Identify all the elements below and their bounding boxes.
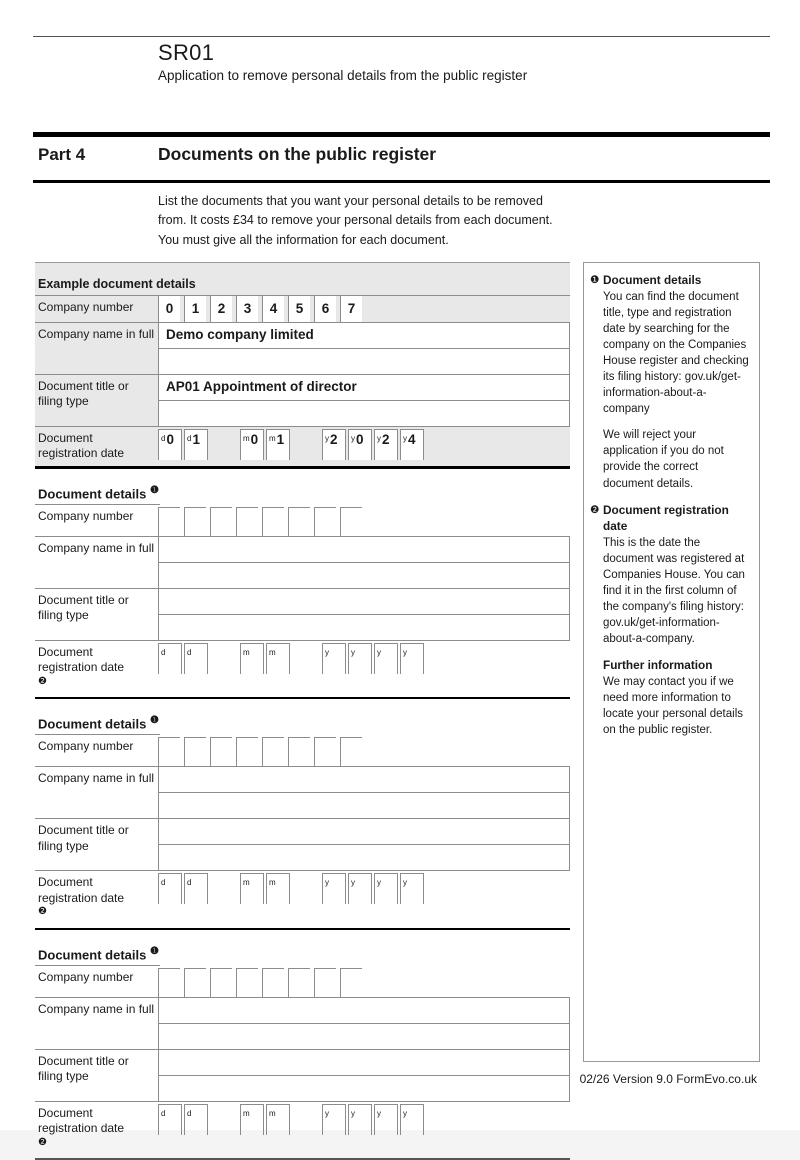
year-marker: y [351, 648, 355, 658]
day-marker: d [187, 878, 192, 888]
company-number-cell[interactable] [340, 968, 362, 997]
company-number-cell[interactable] [158, 737, 180, 766]
guidance-sidebar [583, 262, 760, 1062]
date-year-cell[interactable] [400, 643, 424, 674]
note-body: You can find the document title, type and registration date by searching for the company on the Companies House register and checking its filing history: gov.uk/get-information-about-a-company [603, 290, 749, 416]
section-heading: Document details $^❶$ [35, 713, 570, 735]
note2-marker: ❷ [38, 1136, 47, 1148]
part-intro-text: List the documents that you want your personal details to be removed from. It costs £34 to remove your personal details from each document. You must give all the information for each document. [158, 194, 553, 247]
company-number-cell: 7 [340, 296, 362, 322]
note2-marker: ❷ [38, 906, 47, 918]
company-name-line2 [159, 349, 569, 374]
date-year-cell: y2 [322, 429, 346, 460]
company-name-field[interactable] [158, 537, 570, 588]
date-month-cell: m1 [266, 429, 290, 460]
registration-date-label: Document registration date $^❷$ [38, 875, 125, 918]
month-marker: m [243, 1108, 250, 1118]
form-column [35, 262, 570, 1160]
date-day-cell[interactable] [158, 873, 182, 904]
date-year-cell[interactable] [400, 873, 424, 904]
document-title-field[interactable] [158, 589, 570, 640]
part-header-bar-top [33, 132, 770, 137]
year-marker: y [403, 648, 407, 658]
note-title: Further information [603, 658, 713, 673]
note-body: We will reject your application if you do not provide the correct document details. [603, 429, 724, 490]
note2-marker: ❷ [590, 503, 600, 516]
company-number-cell[interactable] [184, 968, 206, 997]
company-name-value: Demo company limited [159, 323, 569, 349]
company-name-label: Company name in full [38, 327, 155, 341]
date-year-cell: y4 [400, 429, 424, 460]
date-year-cell[interactable] [374, 873, 398, 904]
date-year-cell[interactable] [374, 643, 398, 674]
year-marker: y [403, 1108, 407, 1118]
month-group [240, 871, 292, 925]
month-marker: m [243, 878, 250, 888]
form-code: SR01 [158, 40, 215, 65]
note-body: We may contact you if we need more information to locate your personal details on the public register. [603, 675, 743, 737]
month-group [240, 641, 292, 695]
company-number-label: Company number [38, 969, 134, 984]
company-name-label: Company name in full [38, 771, 155, 786]
company-name-field[interactable] [158, 998, 570, 1049]
registration-date-label: Document registration date $^❷$ [38, 645, 125, 687]
year-group [322, 1102, 426, 1156]
company-number-cell: 5 [288, 296, 310, 322]
company-number-label: Company number [38, 300, 134, 314]
company-number-cell: 4 [262, 296, 284, 322]
example-company-number-row [35, 296, 570, 323]
registration-date-row [35, 641, 570, 697]
company-name-row [35, 537, 570, 589]
day-marker: d [187, 648, 192, 658]
day-marker: d [161, 1108, 166, 1118]
date-year-cell: y0 [348, 429, 372, 460]
form-subtitle: Application to remove personal details from the public register [158, 68, 528, 83]
document-title-line2 [159, 401, 569, 426]
date-year-cell[interactable] [322, 643, 346, 674]
company-number-cell[interactable] [262, 737, 284, 766]
day-group [158, 871, 210, 925]
example-month-group [240, 427, 292, 464]
company-number-cell[interactable] [184, 507, 206, 536]
company-number-row [35, 735, 570, 767]
year-marker: y [377, 434, 381, 443]
date-day-cell[interactable] [158, 1104, 182, 1135]
document-title-field[interactable] [158, 1050, 570, 1101]
date-month-cell[interactable] [240, 1104, 264, 1135]
section-heading: Document details $^❶$ [35, 483, 570, 505]
company-number-cell[interactable] [288, 968, 310, 997]
company-number-cell[interactable] [288, 737, 310, 766]
date-day-cell[interactable] [184, 873, 208, 904]
company-number-cell[interactable] [262, 507, 284, 536]
year-marker: y [403, 434, 407, 443]
company-number-cell[interactable] [210, 507, 232, 536]
year-group [322, 871, 426, 925]
date-day-cell[interactable] [158, 643, 182, 674]
top-rule [33, 36, 770, 37]
date-year-cell: y2 [374, 429, 398, 460]
company-name-field[interactable] [158, 767, 570, 818]
registration-date-label: Document registration date $^❷$ [38, 1105, 125, 1148]
company-number-cell[interactable] [340, 737, 362, 766]
date-day-cell: d0 [158, 429, 182, 460]
company-number-cell: 6 [314, 296, 336, 322]
company-number-row [35, 966, 570, 998]
document-title-label: Document title or filing type [38, 593, 129, 623]
date-year-cell[interactable] [400, 1104, 424, 1135]
year-marker: y [325, 878, 329, 888]
company-number-cell: 1 [184, 296, 206, 322]
year-marker: y [377, 1108, 381, 1118]
company-number-cell[interactable] [210, 968, 232, 997]
part-title: Documents on the public register [158, 144, 437, 164]
company-number-cell: 3 [236, 296, 258, 322]
company-number-cell: 2 [210, 296, 232, 322]
example-company-number-cells [158, 296, 366, 322]
company-name-row [35, 767, 570, 819]
date-year-cell[interactable] [322, 873, 346, 904]
date-month-cell[interactable] [266, 873, 290, 904]
date-day-cell: d1 [184, 429, 208, 460]
date-year-cell[interactable] [348, 873, 372, 904]
date-year-cell[interactable] [374, 1104, 398, 1135]
example-company-name-row [35, 323, 570, 375]
company-number-cell[interactable] [158, 968, 180, 997]
year-marker: y [325, 1108, 329, 1118]
note-title: Document registration date [603, 502, 729, 534]
document-section-2 [35, 713, 570, 929]
year-marker: y [325, 648, 329, 658]
section-heading: Document details $^❶$ [35, 944, 570, 966]
example-company-name-field [158, 323, 570, 374]
part-label: Part 4 [38, 145, 86, 164]
note-further-information [591, 657, 751, 738]
document-title-field[interactable] [158, 819, 570, 870]
document-section-3 [35, 944, 570, 1160]
company-number-label: Company number [38, 739, 134, 754]
year-marker: y [377, 648, 381, 658]
part-header-bar-bottom [33, 180, 770, 183]
note1-marker: ❶ [149, 945, 159, 957]
date-day-cell[interactable] [184, 1104, 208, 1135]
date-year-cell[interactable] [348, 1104, 372, 1135]
note-body: This is the date the document was registered at Companies House. You can find it in the first column of the company's filing history: gov.uk/get-information-about-a-company. [603, 536, 745, 646]
company-number-cell[interactable] [236, 737, 258, 766]
month-marker: m [243, 434, 250, 443]
example-section [35, 262, 570, 469]
month-marker: m [269, 434, 276, 443]
month-group [240, 1102, 292, 1156]
document-title-label: Document title or filing type [38, 1053, 129, 1084]
example-registration-date-row [35, 427, 570, 466]
month-marker: m [269, 648, 276, 658]
registration-date-label: Document registration date [38, 431, 125, 461]
company-number-cells [158, 735, 366, 766]
day-marker: d [161, 878, 166, 888]
year-marker: y [403, 878, 407, 888]
company-number-cell[interactable] [236, 507, 258, 536]
date-month-cell[interactable] [266, 1104, 290, 1135]
day-marker: d [187, 1108, 192, 1118]
date-month-cell[interactable] [240, 873, 264, 904]
date-year-cell[interactable] [322, 1104, 346, 1135]
note1-marker: ❶ [149, 715, 159, 727]
company-name-row [35, 998, 570, 1050]
day-marker: d [161, 648, 166, 658]
example-heading: Example document details [35, 263, 570, 296]
company-number-cell[interactable] [236, 968, 258, 997]
company-number-cell: 0 [158, 296, 180, 322]
document-title-value: AP01 Appointment of director [159, 375, 569, 401]
company-number-cell[interactable] [314, 737, 336, 766]
day-marker: d [161, 434, 166, 443]
company-number-cell[interactable] [158, 507, 180, 536]
day-group [158, 1102, 210, 1156]
example-year-group [322, 427, 426, 464]
month-marker: m [243, 648, 250, 658]
document-title-label: Document title or filing type [38, 823, 129, 853]
registration-date-row [35, 1102, 570, 1158]
document-section-1 [35, 483, 570, 699]
year-marker: y [351, 434, 355, 443]
company-number-cell[interactable] [210, 737, 232, 766]
note-document-details [591, 272, 751, 492]
registration-date-row [35, 871, 570, 927]
company-number-cells [158, 505, 366, 536]
example-document-title-field [158, 375, 570, 426]
date-month-cell[interactable] [266, 643, 290, 674]
company-number-cell[interactable] [184, 737, 206, 766]
month-marker: m [269, 878, 276, 888]
date-day-cell[interactable] [184, 643, 208, 674]
company-number-cell[interactable] [314, 507, 336, 536]
date-month-cell: m0 [240, 429, 264, 460]
year-group [322, 641, 426, 695]
company-number-cell[interactable] [288, 507, 310, 536]
document-title-row [35, 1050, 570, 1102]
company-number-cells [158, 966, 366, 997]
year-marker: y [325, 434, 329, 443]
note-title: Document details [603, 273, 702, 287]
date-month-cell[interactable] [240, 643, 264, 674]
company-name-label: Company name in full [38, 541, 155, 556]
note-registration-date [591, 502, 751, 648]
company-name-label: Company name in full [38, 1001, 155, 1016]
day-marker: d [187, 434, 192, 443]
document-title-row [35, 819, 570, 871]
company-number-cell[interactable] [314, 968, 336, 997]
document-title-label: Document title or filing type [38, 379, 129, 409]
example-day-group [158, 427, 210, 464]
note2-marker: ❷ [38, 675, 47, 687]
note1-marker: ❶ [590, 274, 600, 286]
date-year-cell[interactable] [348, 643, 372, 674]
year-marker: y [351, 1108, 355, 1118]
year-marker: y [377, 878, 381, 888]
company-number-label: Company number [38, 509, 134, 524]
version-footer: 02/26 Version 9.0 FormEvo.co.uk [579, 1072, 757, 1086]
company-number-cell[interactable] [262, 968, 284, 997]
example-document-title-row [35, 375, 570, 427]
note1-marker: ❶ [149, 484, 159, 496]
month-marker: m [269, 1108, 276, 1118]
day-group [158, 641, 210, 695]
company-number-cell[interactable] [340, 507, 362, 536]
company-number-row [35, 505, 570, 537]
document-title-row [35, 589, 570, 641]
year-marker: y [351, 878, 355, 888]
